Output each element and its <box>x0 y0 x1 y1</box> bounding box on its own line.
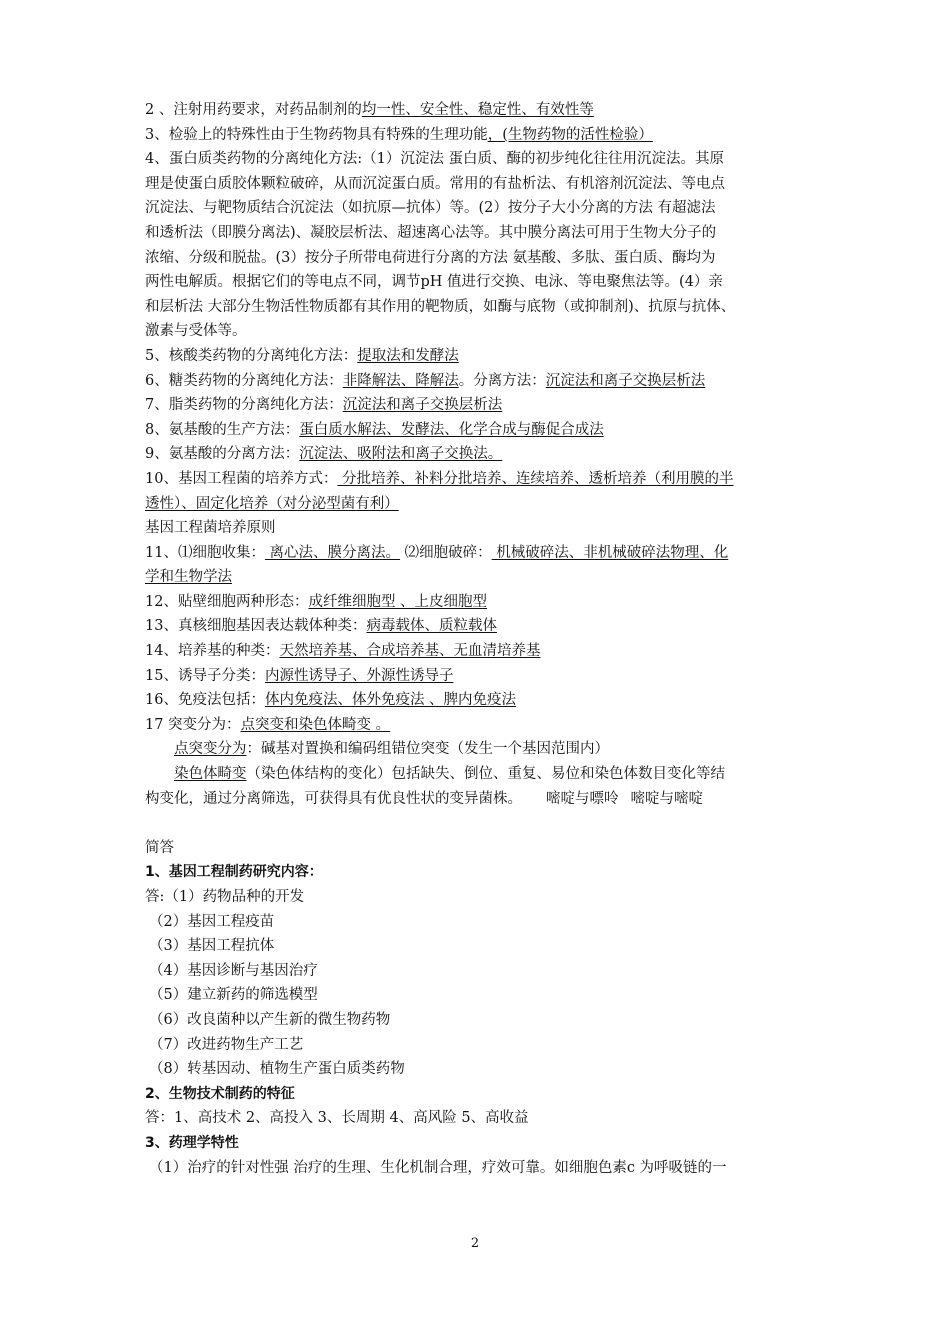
item-17: 17 突变分为：点突变和染色体畸变 。 <box>145 716 391 733</box>
item-16: 16、免疫法包括：体内免疫法、体外免疫法 、脾内免疫法 <box>145 692 517 709</box>
item-8: 8、氨基酸的生产方法：蛋白质水解法、发酵法、化学合成与酶促合成法 <box>145 421 604 438</box>
item-7: 7、脂类药物的分离纯化方法：沉淀法和离子交换层析法 <box>145 397 503 414</box>
question-1-title: 1、基因工程制药研究内容： <box>145 864 323 881</box>
item-14: 14、培养基的种类：天然培养基、合成培养基、无血清培养基 <box>145 643 541 660</box>
question-3-title: 3、药理学特性 <box>145 1134 239 1151</box>
item-6: 6、糖类药物的分离纯化方法：非降解法、降解法。分离方法：沉淀法和离子交换层析法 <box>145 372 706 389</box>
item-11-continued: 学和生物学法 <box>145 569 232 586</box>
question-2-answer: 答：1、高技术 2、高投入 3、长周期 4、高风险 5、高收益 <box>145 1110 529 1127</box>
item-10: 10、基因工程菌的培养方式： 分批培养、补料分批培养、连续培养、透析培养（利用膜的半 <box>145 470 734 487</box>
page-number: 2 <box>470 1236 480 1251</box>
question-1-answer: 答:（1）药物品种的开发 <box>145 889 305 905</box>
item-10-continued: 透性）、固定化培养（对分泌型菌有利） <box>145 495 399 512</box>
point-mutation-line: 点突变分为：碱基对置换和编码组错位突变（发生一个基因范围内） <box>174 741 609 758</box>
list-item: （3）基因工程抗体 <box>149 938 275 955</box>
item-5: 5、核酸类药物的分离纯化方法：提取法和发酵法 <box>145 347 459 364</box>
question-3-answer: （1）治疗的针对性强 治疗的生理、生化机制合理，疗效可靠。如细胞色素c 为呼吸链的一 <box>149 1159 727 1176</box>
question-2-title: 2、生物技术制药的特征 <box>145 1085 295 1102</box>
culture-principle-heading: 基因工程菌培养原则 <box>145 520 276 537</box>
item-3: 3、检验上的特殊性由于生物药物具有特殊的生理功能，(生物药物的活性检验） <box>145 126 653 143</box>
item-2: 2 、注射用药要求，对药品制剂的均一性、安全性、稳定性、有效性等 <box>145 102 594 118</box>
item-15: 15、诱导子分类：内源性诱导子、外源性诱导子 <box>145 667 454 684</box>
item-9: 9、氨基酸的分离方法：沉淀法、吸附法和离子交换法。 <box>145 446 503 463</box>
item-13: 13、真核细胞基因表达载体种类：病毒载体、质粒载体 <box>145 618 497 635</box>
list-item: （2）基因工程疫苗 <box>149 913 275 930</box>
list-item: （8）转基因动、植物生产蛋白质类药物 <box>149 1061 405 1078</box>
section-title: 简答 <box>145 839 174 856</box>
list-item: （4）基因诊断与基因治疗 <box>149 962 318 979</box>
list-item: （5）建立新药的筛选模型 <box>149 987 318 1004</box>
chromosome-aberration-continued: 构变化，通过分离筛选，可获得具有优良性状的变异菌株。 嘧啶与嘌呤 嘧啶与嘧啶 <box>145 790 703 807</box>
chromosome-aberration-line: 染色体畸变（染色体结构的变化）包括缺失、倒位、重复、易位和染色体数目变化等结 <box>174 766 725 783</box>
list-item: （6）改良菌种以产生新的微生物药物 <box>149 1011 391 1028</box>
item-12: 12、贴壁细胞两种形态：成纤维细胞型 、上皮细胞型 <box>145 593 488 610</box>
list-item: （7）改进药物生产工艺 <box>149 1036 304 1053</box>
document-page <box>145 98 817 1180</box>
item-11: 11、⑴细胞收集： 离心法、膜分离法。 ⑵细胞破碎： 机械破碎法、非机械破碎法物理、化 <box>145 544 729 561</box>
item-4-paragraph: 4、蛋白质类药物的分离纯化方法:（1）沉淀法 蛋白质、酶的初步纯化往往用沉淀法。其原 理是使蛋白质胶体颗粒破碎，从而沉淀蛋白质。常用的有盐析法、有机溶剂沉淀法、等电点 沉淀法、与靶物质结合沉淀法（如抗原—抗体）等。(2）按分子大小分离的方法 有超滤法 和透析法（即膜分离法)、凝胶层析法、超速离心法等。其中膜分离法可用于生物大分子的 浓缩、分级和脱盐。(3）按分子所带电荷进行分离的方法 氨基酸、多肽、蛋白质、酶均为 两性电解质。根据它们的等电点不同，调节pH 值进行交换、电泳、等电聚焦法等。(4）亲 和层析法 大部分生物活性物质都有其作用的靶物质，如酶与底物（或抑制剂)、抗原与抗体、 激素与受体等。 <box>145 151 736 340</box>
